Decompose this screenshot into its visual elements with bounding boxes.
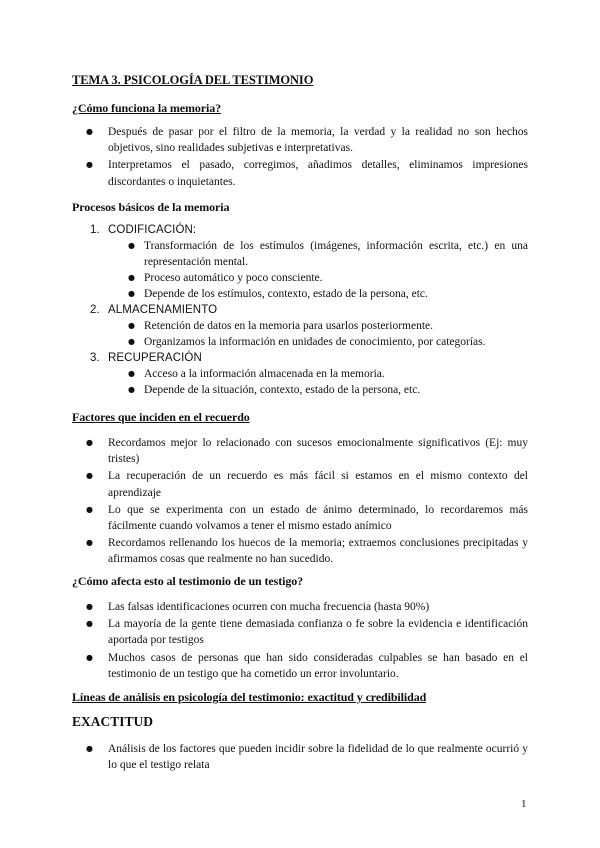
heading-recall-factors: Factores que inciden en el recuerdo — [72, 410, 250, 424]
list-item: ● Lo que se experimenta con un estado de ánimo determinado, lo recordaremos más fácilmente cuando volvamos a tener el mismo estado anímico — [72, 502, 528, 534]
list-item: ● Las falsas identificaciones ocurren con mucha frecuencia (hasta 90%) — [72, 599, 528, 615]
list-item: ● Interpretamos el pasado, corregimos, añadimos detalles, eliminamos impresiones discordantes o inquietantes. — [72, 157, 528, 189]
list-item: ● Acceso a la información almacenada en la memoria. — [72, 366, 528, 382]
list-item: ● Proceso automático y poco consciente. — [72, 270, 528, 286]
heading-basic-processes: Procesos básicos de la memoria — [72, 200, 230, 214]
page-number: 1 — [521, 798, 527, 810]
process-label: RECUPERACIÓN — [108, 352, 202, 364]
list-item: ● Recordamos rellenando los huecos de la memoria; extraemos conclusiones precipitadas y afirmamos cosas que realmente no han sucedido. — [72, 535, 528, 567]
list-item: ● Transformación de los estímulos (imágenes, información escrita, etc.) en una representación mental. — [72, 238, 528, 270]
list-item: ● Organizamos la información en unidades de conocimiento, por categorías. — [72, 334, 528, 350]
recall-factors-bullets — [72, 435, 528, 569]
process-item — [72, 302, 528, 350]
process-item — [72, 350, 528, 398]
heading-exactitud: EXACTITUD — [72, 714, 154, 729]
process-sublist — [72, 366, 528, 398]
process-label: CODIFICACIÓN: — [108, 224, 197, 236]
list-item: ● Recordamos mejor lo relacionado con sucesos emocionalmente significativos (Ej: muy tristes) — [72, 435, 528, 467]
process-item — [72, 222, 528, 302]
list-item: ● Muchos casos de personas que han sido consideradas culpables se han basado en el testimonio de un testigo que ha cometido un error involuntario. — [72, 650, 528, 682]
document-title: TEMA 3. PSICOLOGÍA DEL TESTIMONIO — [72, 73, 314, 87]
heading-witness-impact: ¿Cómo afecta esto al testimonio de un testigo? — [72, 574, 304, 588]
process-label: ALMACENAMIENTO — [108, 304, 218, 316]
process-sublist — [72, 318, 528, 350]
list-item: ● Análisis de los factores que pueden incidir sobre la fidelidad de lo que realmente ocurrió y lo que el testigo relata — [72, 741, 528, 773]
process-sublist — [72, 238, 528, 302]
list-item: ● Después de pasar por el filtro de la memoria, la verdad y la realidad no son hechos objetivos, sino realidades subjetivas e interpretativas. — [72, 124, 528, 156]
memory-bullets — [72, 124, 528, 191]
list-item: ● La mayoría de la gente tiene demasiada confianza o fe sobre la evidencia e identificación aportada por testigos — [72, 616, 528, 648]
exactitud-bullets — [72, 741, 528, 774]
list-item: ● Depende de la situación, contexto, estado de la persona, etc. — [72, 382, 528, 398]
heading-how-memory-works: ¿Cómo funciona la memoria? — [72, 101, 222, 115]
process-number: 2. — [90, 304, 100, 316]
heading-analysis-lines: Líneas de análisis en psicología del testimonio: exactitud y credibilidad — [72, 690, 427, 704]
process-number: 1. — [90, 224, 100, 236]
processes-list — [72, 222, 528, 398]
list-item: ● La recuperación de un recuerdo es más fácil si estamos en el mismo contexto del aprendizaje — [72, 468, 528, 500]
list-item: ● Depende de los estímulos, contexto, estado de la persona, etc. — [72, 286, 528, 302]
witness-impact-bullets — [72, 599, 528, 683]
process-number: 3. — [90, 352, 100, 364]
list-item: ● Retención de datos en la memoria para usarlos posteriormente. — [72, 318, 528, 334]
